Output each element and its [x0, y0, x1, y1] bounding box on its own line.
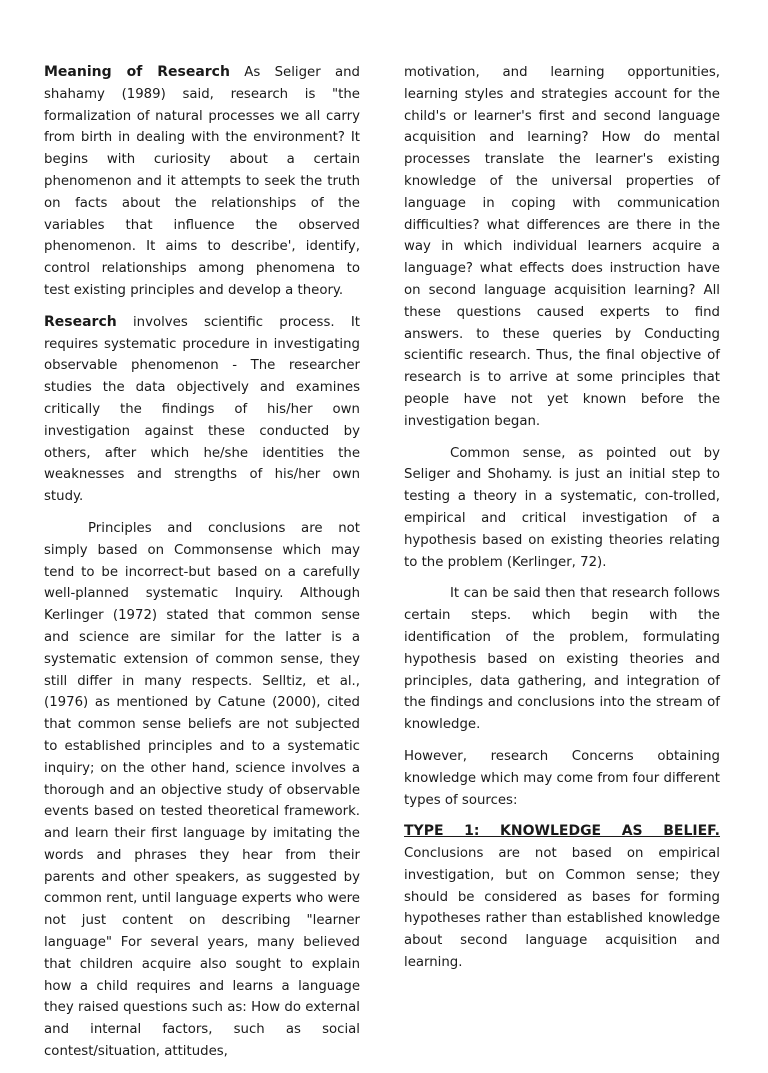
paragraph-text: Conclusions are not based on empirical investigation, but on Common sense; they should be considered as bases for forming hypotheses rather than established knowledge about second language acquisition and learning. [404, 846, 720, 971]
left-column [44, 62, 360, 1073]
heading-research: Research [44, 313, 117, 330]
heading-meaning-of-research: Meaning of Research [44, 64, 230, 80]
paragraph-text: involves scientific process. It requires systematic procedure in investigating observable phenomenon - The researcher studies the data objectively and examines critically the findings of his/her own investigation against these conducted by others, after which he/she identities the weaknesses and strengths of his/her own study. [44, 314, 360, 505]
paragraph-common-sense: Common sense, as pointed out by Seliger and Shohamy. is just an initial step to testing a theory in a systematic, con-trolled, empirical and critical investigation of a hypothesis based on existing theories relating to the problem (Kerlinger, 72). [404, 445, 720, 570]
paragraph-type-1 [404, 821, 720, 974]
paragraph-research-process [44, 312, 360, 508]
right-column [404, 62, 720, 984]
paragraph-knowledge-sources: However, research Concerns obtaining knowledge which may come from four different types of sources: [404, 748, 720, 808]
paragraph-text: As Seliger and shahamy (1989) said, research is "the formalization of natural processes we all carry from birth in dealing with the environment? It begins with curiosity about a certain phenomenon and it attempts to seek the truth on facts about the relationships of the variables that influence the observed phenomenon. It aims to describe', identify, control relationships among phenomena to test existing principles and develop a theory. [44, 65, 360, 298]
paragraph-meaning-of-research [44, 62, 360, 302]
paragraph-principles: Principles and conclusions are not simply based on Commonsense which may tend to be incorrect-but based on a carefully well-planned systematic Inquiry. Although Kerlinger (1972) stated that common sense and science are similar for the latter is a systematic extension of common sense, they still differ in many respects. Selltiz, et al., (1976) as mentioned by Catune (2000), cited that common sense beliefs are not subjected to established principles and to a systematic inquiry; on the other hand, science involves a thorough and an objective study of observable events based on tested theoretical framework. and learn their first language by imitating the words and phrases they hear from their parents and other speakers, as suggested by common rent, until language experts who were not just content on describing "learner language" For several years, many believed that children acquire also sought to explain how a child requires and learns a language they raised questions such as: How do external and internal factors, such as social contest/situation, attitudes, [44, 520, 360, 1060]
paragraph-continuation: motivation, and learning opportunities, learning styles and strategies account for the child's or learner's first and second language acquisition and learning? How do mental processes translate the learner's existing knowledge of the universal properties of language in coping with communication difficulties? what differences are there in the way in which individual learners acquire a language? what effects does instruction have on second language acquisition learning? All these questions caused experts to find answers. to these queries by Conducting scientific research. Thus, the final objective of research is to arrive at some principles that people have not yet known before the investigation began. [404, 65, 720, 429]
paragraph-research-steps: It can be said then that research follows certain steps. which begin with the identification of the problem, formulating hypothesis based on existing theories and principles, data gathering, and integration of the findings and conclusions into the stream of knowledge. [404, 586, 720, 733]
heading-type-1: TYPE 1: KNOWLEDGE AS BELIEF. [404, 823, 720, 840]
